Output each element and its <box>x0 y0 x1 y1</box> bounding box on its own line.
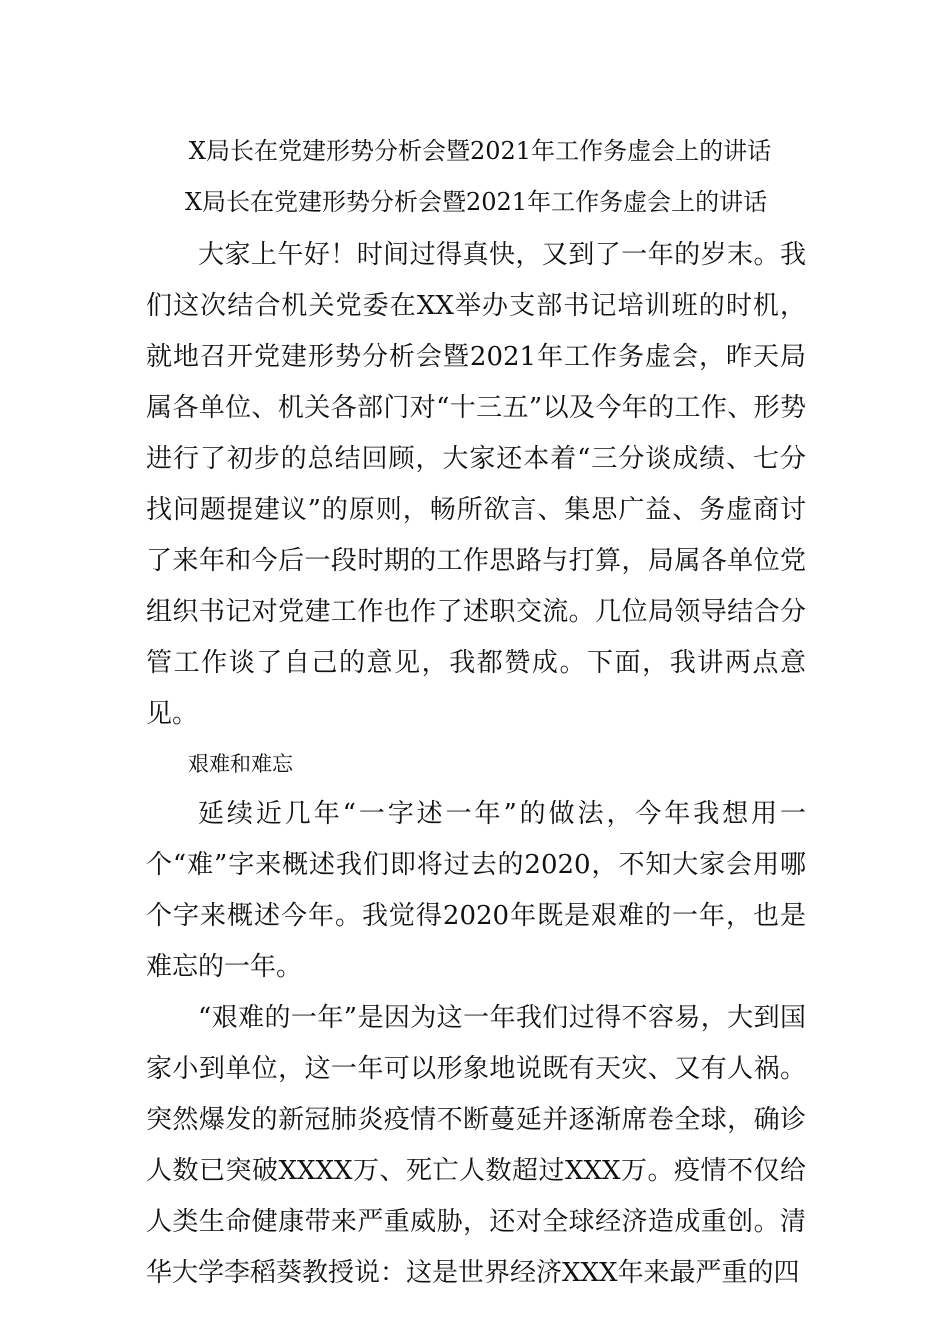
paragraph-opening: 大家上午好！时间过得真快，又到了一年的岁末。我们这次结合机关党委在XX举办支部书记培训班的时机，就地召开党建形势分析会暨2021年工作务虚会，昨天局属各单位、机关各部门对“十三五”以及今年的工作、形势进行了初步的总结回顾，大家还本着“三分谈成绩、七分找问题提建议”的原则，畅所欲言、集思广益、务虚商讨了来年和今后一段时期的工作思路与打算，局属各单位党组织书记对党建工作也作了述职交流。几位局领导结合分管工作谈了自己的意见，我都赞成。下面，我讲两点意见。 <box>146 240 806 729</box>
paragraph-summary: 延续近几年“一字述一年”的做法，今年我想用一个“难”字来概述我们即将过去的2020，不知大家会用哪个字来概述今年。我觉得2020年既是艰难的一年，也是难忘的一年。 <box>146 799 806 982</box>
section-heading: 艰难和难忘 <box>188 752 293 776</box>
document-title-repeat: X局长在党建形势分析会暨2021年工作务虚会上的讲话 <box>184 188 768 216</box>
document-page <box>146 128 806 1299</box>
document-title: X局长在党建形势分析会暨2021年工作务虚会上的讲话 <box>188 137 772 165</box>
paragraph-difficult-year: “艰难的一年”是因为这一年我们过得不容易，大到国家小到单位，这一年可以形象地说既有天灾、又有人祸。突然爆发的新冠肺炎疫情不断蔓延并逐渐席卷全球，确诊人数已突破XXXX万、死亡人数超过XXX万。疫情不仅给人类生命健康带来严重威胁，还对全球经济造成重创。清华大学李稻葵教授说：这是世界经济XXX年来最严重的四 <box>146 1003 806 1288</box>
document-body <box>146 230 806 1299</box>
